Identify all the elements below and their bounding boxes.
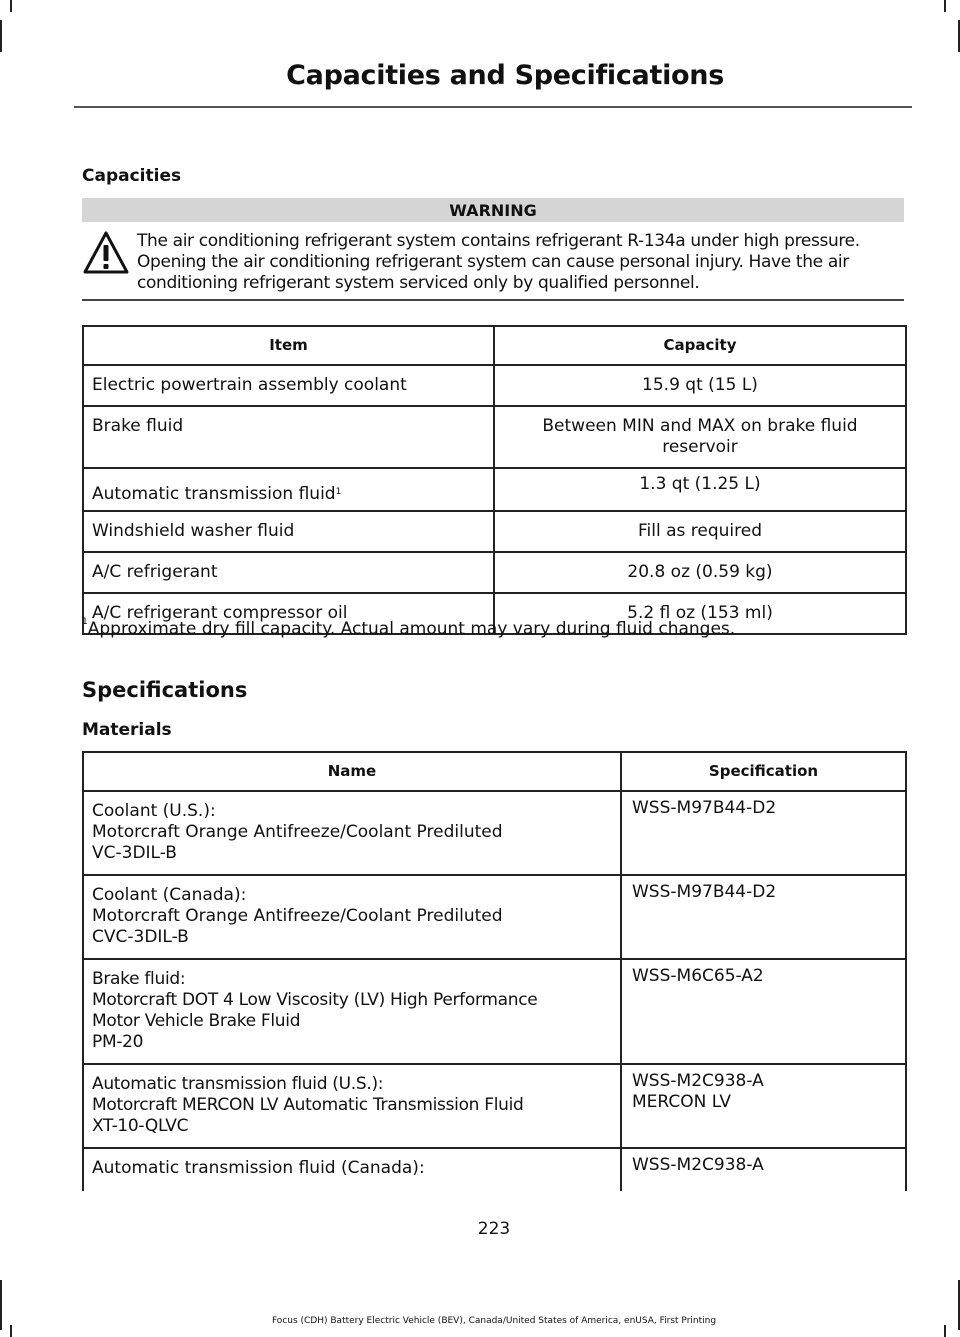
item-cell: Windshield washer fluid [83,511,494,552]
material-name-cell [83,875,621,959]
warning-label: WARNING [82,198,904,222]
footnote-marker: 1 [82,617,88,627]
material-name-line: Motorcraft DOT 4 Low Viscosity (LV) High Performance [92,990,538,1010]
crop-mark [10,0,12,12]
table-row [83,552,906,593]
warning-triangle-icon [82,230,130,276]
material-name-cell [83,959,621,1064]
table-row [83,406,906,468]
material-name-cell [83,1064,621,1148]
capacity-cell: 1.3 qt (1.25 L) [494,468,906,511]
capacity-cell: Between MIN and MAX on brake fluid reservoir [494,406,906,468]
capacity-cell: 5.2 fl oz (153 ml) [494,593,906,634]
material-spec-line: WSS-M2C938-A [632,1155,764,1175]
column-header-capacity: Capacity [494,326,906,365]
material-name-line: PM-20 [92,1032,144,1052]
title-divider [74,106,912,108]
specifications-heading: Specifications [82,678,248,702]
material-name-line: Coolant (U.S.): [92,801,216,821]
table-row [83,875,906,959]
column-header-item: Item [83,326,494,365]
page-number: 223 [477,1219,511,1239]
material-spec-line: WSS-M97B44-D2 [632,798,777,818]
material-name-line: Automatic transmission fluid (Canada): [92,1158,425,1178]
item-cell: Brake fluid [83,406,494,468]
footnote [82,619,735,639]
material-spec-cell [621,875,906,959]
material-spec-line: WSS-M6C65-A2 [632,966,764,986]
capacity-cell: Fill as required [494,511,906,552]
capacities-heading: Capacities [82,166,182,186]
material-name-line: Motorcraft Orange Antifreeze/Coolant Prediluted [92,822,503,842]
material-name-line: Motorcraft Orange Antifreeze/Coolant Prediluted [92,906,503,926]
material-name-line: Automatic transmission fluid (U.S.): [92,1074,384,1094]
material-name-line: Motor Vehicle Brake Fluid [92,1011,301,1031]
table-header-row [83,752,906,791]
table-row [83,1064,906,1148]
material-name-line: VC-3DIL-B [92,843,177,863]
material-spec-cell [621,1148,906,1191]
footer-text: Focus (CDH) Battery Electric Vehicle (BEV), Canada/United States of America, enUSA, First Printing [271,1316,717,1326]
material-spec-cell [621,791,906,875]
materials-heading: Materials [82,720,172,740]
table-row [83,468,906,511]
table-row [83,959,906,1064]
footnote-marker: 1 [335,487,342,497]
table-row [83,791,906,875]
materials-table [82,751,907,1191]
page-title: Capacities and Specifications [286,60,724,91]
crop-mark [0,20,2,52]
table-row [83,1148,906,1191]
material-name-cell [83,1148,621,1191]
capacity-cell: 15.9 qt (15 L) [494,365,906,406]
material-name-line: XT-10-QLVC [92,1116,189,1136]
material-name-line: CVC-3DIL-B [92,927,189,947]
material-spec-line: WSS-M97B44-D2 [632,882,777,902]
capacities-table [82,325,907,635]
footnote-text: Approximate dry fill capacity. Actual amount may vary during fluid changes. [87,619,736,639]
material-spec-line: WSS-M2C938-A [632,1071,764,1091]
material-name-line: Motorcraft MERCON LV Automatic Transmission Fluid [92,1095,524,1115]
item-cell: A/C refrigerant compressor oil [83,593,494,634]
material-spec-line: MERCON LV [632,1092,731,1112]
material-name-line: Coolant (Canada): [92,885,247,905]
crop-mark [10,1325,12,1337]
item-cell: A/C refrigerant [83,552,494,593]
item-text: Automatic transmission fluid [92,484,336,504]
capacity-cell: 20.8 oz (0.59 kg) [494,552,906,593]
column-header-name: Name [83,752,621,791]
material-name-cell [83,791,621,875]
material-spec-cell [621,1064,906,1148]
warning-text: The air conditioning refrigerant system contains refrigerant R-134a under high pressure. Opening the air conditioning refrigerant system can cause personal injury. Have the air conditioning refrigerant system serviced only by qualified personnel. [137,231,860,293]
item-cell: Electric powertrain assembly coolant [83,365,494,406]
crop-mark [944,1325,946,1337]
item-cell [83,468,494,511]
table-row [83,365,906,406]
warning-divider [82,299,904,301]
material-name-line: Brake fluid: [92,969,186,989]
material-spec-cell [621,959,906,1064]
column-header-specification: Specification [621,752,906,791]
table-header-row [83,326,906,365]
table-row [83,511,906,552]
crop-mark [944,0,946,12]
